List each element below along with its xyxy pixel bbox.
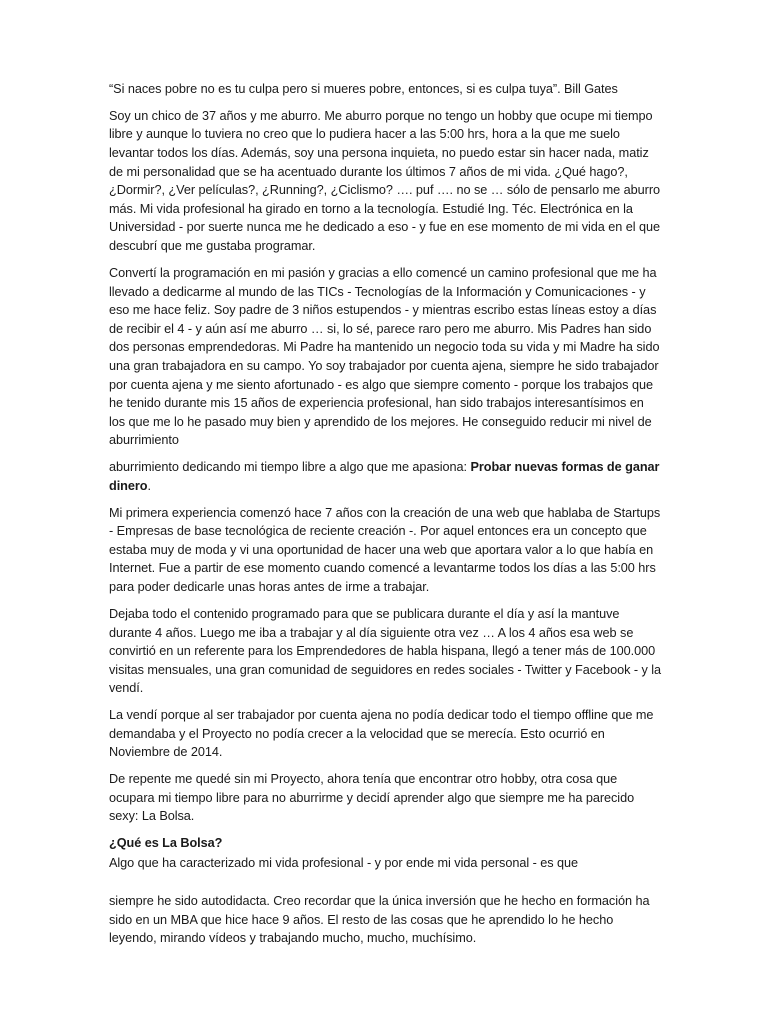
paragraph-sale: La vendí porque al ser trabajador por cuenta ajena no podía dedicar todo el tiempo offline que me demandaba y el Proyecto no podía crecer a la velocidad que se merecía. Esto ocurrió en Noviembre de 2014. bbox=[109, 708, 654, 760]
paragraph-profession: Convertí la programación en mi pasión y gracias a ello comencé un camino profesional que me ha llevado a dedicarme al mundo de las TICs - Tecnologías de la Información y Comunicaciones - y eso me hace feliz. Soy padre de 3 niños estupendos - y mientras escribo estas líneas estoy a días de recibir el 4 - y aún así me aburro … si, lo sé, parece raro pero me aburro. Mis Padres han sido dos personas emprendedoras. Mi Padre ha mantenido un negocio toda su vida y mi Madre ha sido una gran trabajadora en su campo. Yo soy trabajador por cuenta ajena, siempre he sido trabajador por cuenta ajena y me siento afortunado - es algo que siempre comento - porque los trabajos que he tenido durante mis 15 años de experiencia profesional, han sido trabajos interesantísimos en los que me lo he pasado muy bien y aprendido de los mejores. He conseguido reducir mi nivel de aburrimiento bbox=[109, 265, 660, 448]
section-heading-text: ¿Qué es La Bolsa? bbox=[109, 836, 223, 851]
paragraph-passion-bold: Probar nuevas formas de ganar dinero bbox=[109, 460, 660, 493]
opening-quote: “Si naces pobre no es tu culpa pero si mueres pobre, entonces, si es culpa tuya”. Bill Gates bbox=[109, 82, 618, 96]
paragraph-passion bbox=[109, 458, 663, 495]
paragraph-passion-end: . bbox=[147, 478, 151, 493]
paragraph-selftaught-continued: siempre he sido autodidacta. Creo recordar que la única inversión que he hecho en formación ha sido en un MBA que hice hace 9 años. El resto de las cosas que he aprendido lo he hecho leyendo, mirando vídeos y trabajando mucho, mucho, muchísimo. bbox=[109, 894, 650, 946]
paragraph-first-experience: Mi primera experiencia comenzó hace 7 años con la creación de una web que hablaba de Startups - Empresas de base tecnológica de reciente creación -. Por aquel entonces era un concepto que estaba muy de moda y vi una oportunidad de hacer una web que aportara valor a lo que había en Internet. Fue a partir de ese momento cuando comencé a levantarme todos los días a las 5:00 hrs para poder dedicarle unas horas antes de irme a trabajar. bbox=[109, 505, 661, 595]
section-heading bbox=[109, 834, 663, 853]
paragraph-intro: Soy un chico de 37 años y me aburro. Me aburro porque no tengo un hobby que ocupe mi tiempo libre y aunque lo tuviera no creo que lo pudiera hacer a las 5:00 hrs, hora a la que me suelo levantar todos los días. Además, soy una persona inquieta, no puedo estar sin hacer nada, matiz de mi personalidad que se ha acentuado durante los últimos 7 años de mi vida. ¿Qué hago?, ¿Dormir?, ¿Ver películas?, ¿Running?, ¿Ciclismo? …. puf …. no se … sólo de pensarlo me aburro más. Mi vida profesional ha girado en torno a la tecnología. Estudié Ing. Téc. Electrónica en la Universidad - por suerte nunca me he dedicado a eso - y fue en ese momento de mi vida en el que descubrí que me gustaba programar. bbox=[109, 108, 661, 254]
paragraph-passion-text: aburrimiento dedicando mi tiempo libre a algo que me apasiona: bbox=[109, 460, 471, 475]
paragraph-selftaught-start: Algo que ha caracterizado mi vida profesional - y por ende mi vida personal - es que bbox=[109, 856, 579, 871]
paragraph-new-hobby: De repente me quedé sin mi Proyecto, ahora tenía que encontrar otro hobby, otra cosa que ocupara mi tiempo libre para no aburrirme y decidí aprender algo que siempre me ha parecido sexy: La Bolsa. bbox=[109, 772, 635, 824]
paragraph-content: Dejaba todo el contenido programado para que se publicara durante el día y así la mantuve durante 4 años. Luego me iba a trabajar y al día siguiente otra vez … A los 4 años esa web se convirtió en un referente para los Emprendedores de habla hispana, llegó a tener más de 100.000 visitas mensuales, una gran comunidad de seguidores en redes sociales - Twitter y Facebook - y la vendí. bbox=[109, 606, 662, 696]
